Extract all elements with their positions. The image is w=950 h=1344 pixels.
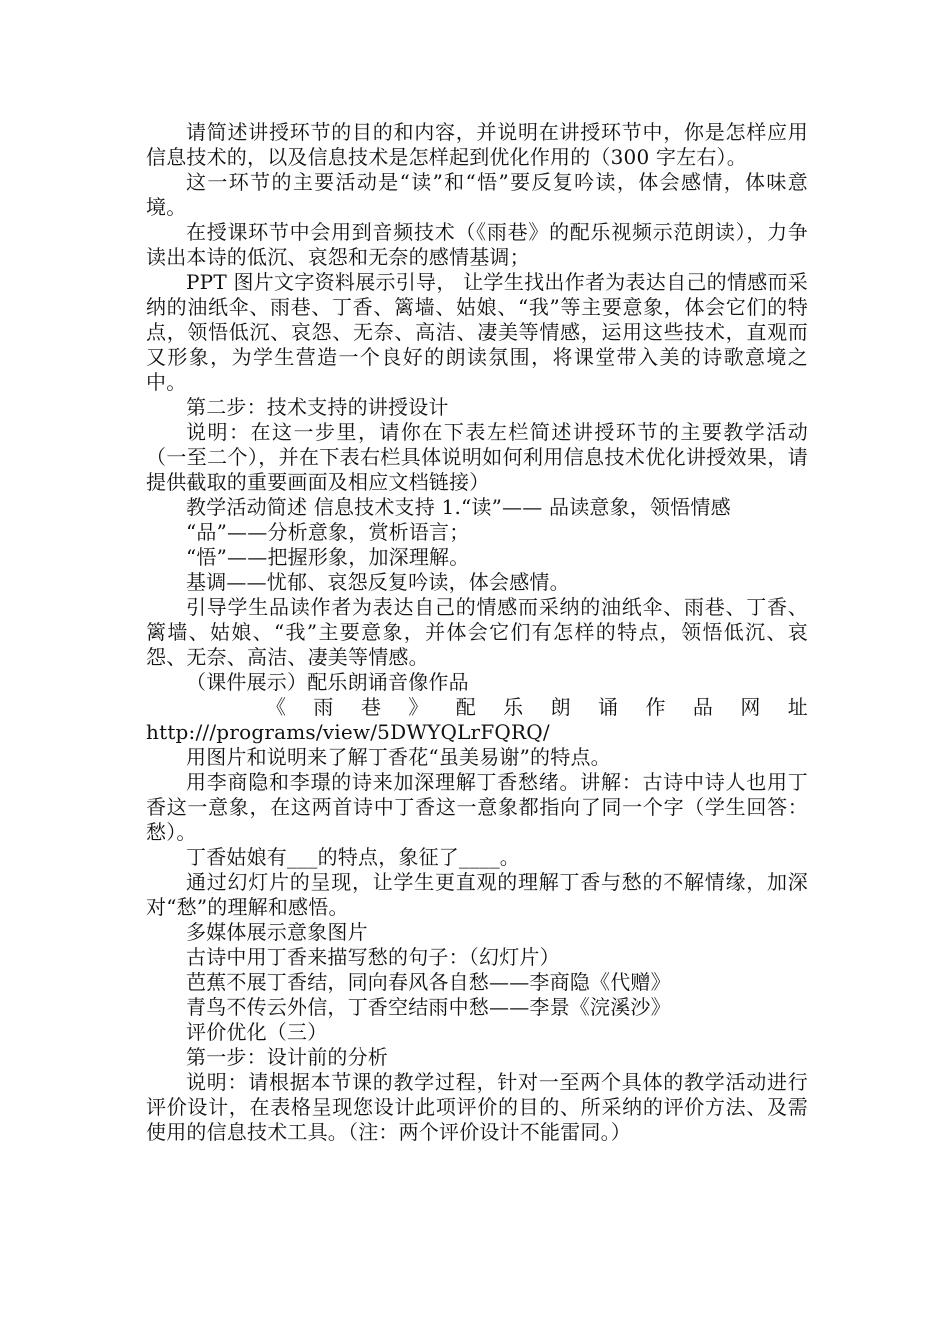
paragraph: 基调——忧郁、哀怨反复吟读，体会感情。 (186, 570, 570, 594)
paragraph: 在授课环节中会用到音频技术（《雨巷》的配乐视频示范朗读），力争读出本诗的低沉、哀怨和无奈的感情基调； (146, 220, 808, 269)
paragraph: “品”——分析意象，赏析语言； (186, 520, 470, 544)
paragraph: 说明：在这一步里，请你在下表左栏简述讲授环节的主要教学活动（一至二个），并在下表右栏具体说明如何利用信息技术优化讲授效果，请提供截取的重要画面及相应文档链接） (146, 420, 808, 494)
paragraph: 教学活动简述 信息技术支持 1.“读”—— 品读意象，领悟情感 (186, 495, 731, 519)
paragraph: 引导学生品读作者为表达自己的情感而采纳的油纸伞、雨巷、丁香、篱墙、姑娘、“我”主要意象，并体会它们有怎样的特点，领悟低沉、哀怨、无奈、高洁、凄美等情感。 (146, 595, 808, 669)
paragraph: 说明：请根据本节课的教学过程，针对一至两个具体的教学活动进行评价设计，在表格呈现您设计此项评价的目的、所采纳的评价方法、及需使用的信息技术工具。（注：两个评价设计不能雷同。） (146, 1070, 808, 1144)
poem-line: 芭蕉不展丁香结，同向春风各自愁——李商隐《代赠》 (186, 970, 671, 994)
document-body (146, 120, 808, 1145)
section-heading: 第二步：技术支持的讲授设计 (186, 395, 449, 419)
paragraph: 丁香姑娘有___的特点，象征了____。 (186, 845, 520, 869)
paragraph: 通过幻灯片的呈现，让学生更直观的理解丁香与愁的不解情缘，加深对“愁”的理解和感悟。 (146, 870, 808, 919)
paragraph: 多媒体展示意象图片 (186, 920, 368, 944)
paragraph: 请简述讲授环节的目的和内容，并说明在讲授环节中，你是怎样应用信息技术的，以及信息技术是怎样起到优化作用的（300 字左右）。 (146, 120, 808, 169)
link-caption: 《 雨 巷 》 配 乐 朗 诵 作 品 网 址 (266, 695, 808, 719)
paragraph: “悟”——把握形象，加深理解。 (186, 545, 470, 569)
poem-line: 青鸟不传云外信，丁香空结雨中愁——李景《浣溪沙》 (186, 995, 671, 1019)
url-text: http:///programs/view/5DWYQLrFQRQ/ (146, 720, 550, 744)
paragraph: 用李商隐和李璟的诗来加深理解丁香愁绪。讲解：古诗中诗人也用丁香这一意象，在这两首诗中丁香这一意象都指向了同一个字（学生回答：愁）。 (146, 770, 808, 844)
paragraph: PPT 图片文字资料展示引导， 让学生找出作者为表达自己的情感而采纳的油纸伞、雨巷、丁香、篱墙、姑娘、“我”等主要意象，体会它们的特点，领悟低沉、哀怨、无奈、高洁、凄美等情感，运用这些技术，直观而又形象，为学生营造一个良好的朗读氛围，将课堂带入美的诗歌意境之中。 (146, 270, 808, 394)
paragraph: （课件展示）配乐朗诵音像作品 (186, 670, 469, 694)
paragraph: 这一环节的主要活动是“读”和“悟”要反复吟读，体会感情，体味意境。 (146, 170, 808, 219)
paragraph: 用图片和说明来了解丁香花“虽美易谢”的特点。 (186, 745, 611, 769)
section-heading: 评价优化（三） (186, 1020, 328, 1044)
section-heading: 第一步：设计前的分析 (186, 1045, 388, 1069)
paragraph: 古诗中用丁香来描写愁的句子：（幻灯片） (186, 945, 560, 969)
